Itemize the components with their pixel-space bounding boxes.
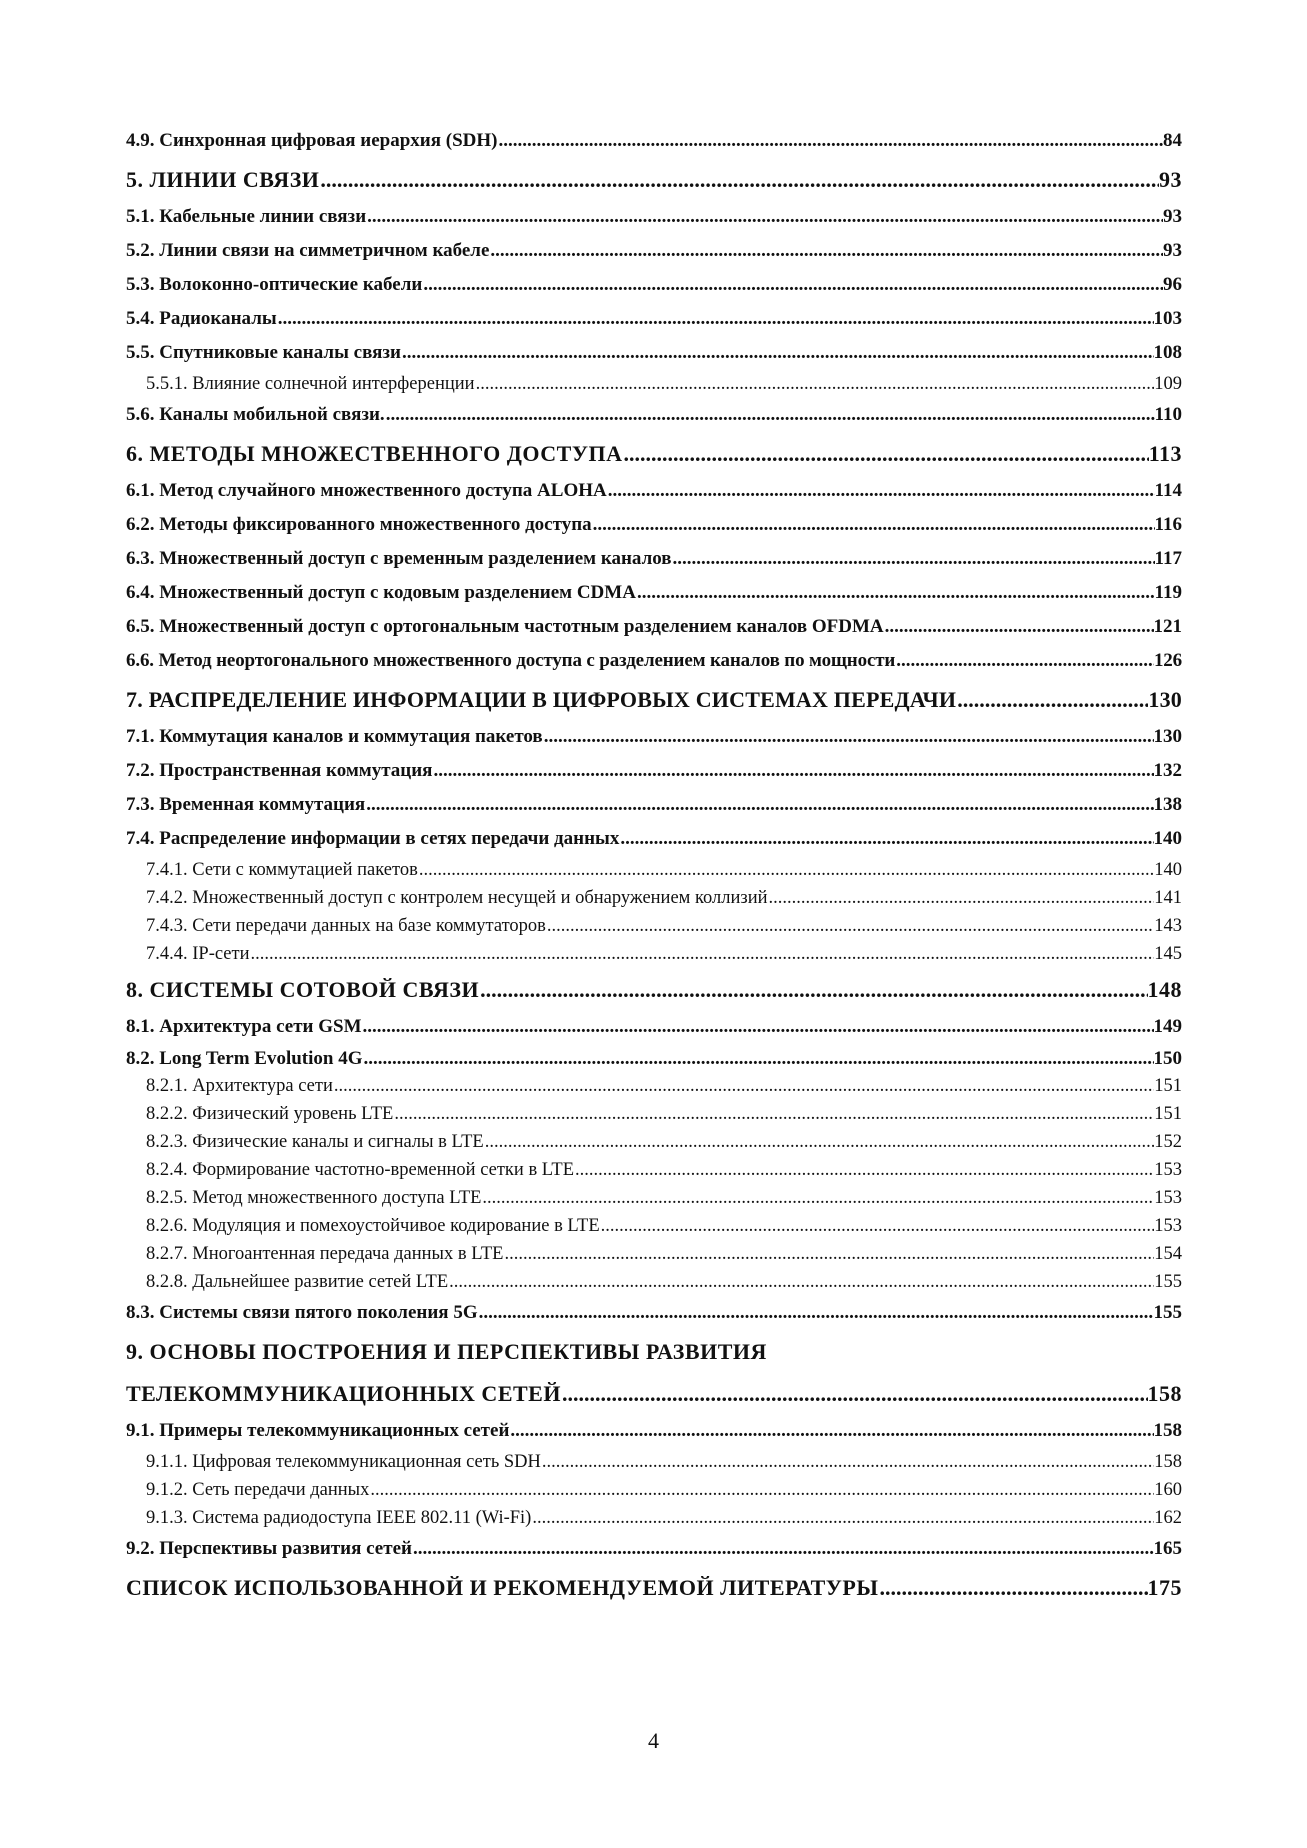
- toc-leader-dots: [277, 302, 1154, 336]
- toc-entry-title: 8.1. Архитектура сети GSM: [126, 1016, 362, 1037]
- toc-leader-dots: [531, 1504, 1154, 1532]
- toc-leader-dots: [479, 968, 1147, 1012]
- toc-leader-dots: [475, 370, 1155, 398]
- toc-leader-dots: [884, 610, 1154, 644]
- toc-entry-page: 141: [1154, 888, 1182, 908]
- table-of-contents: [126, 124, 1182, 1608]
- toc-entry-title: 7.3. Временная коммутация: [126, 794, 366, 815]
- toc-entry-page: 165: [1153, 1538, 1182, 1559]
- toc-entry-title: 8.2.2. Физический уровень LTE: [146, 1104, 394, 1124]
- toc-entry-5-2[interactable]: [126, 234, 1182, 268]
- toc-entry-page: 140: [1153, 828, 1182, 849]
- toc-entry-page: 114: [1154, 480, 1182, 501]
- toc-leader-dots: [422, 268, 1163, 302]
- toc-entry-page: 121: [1153, 616, 1182, 637]
- toc-leader-dots: [574, 1156, 1154, 1184]
- toc-entry-8-2-2[interactable]: [126, 1100, 1182, 1128]
- toc-leader-dots: [509, 1414, 1153, 1448]
- toc-entry-title: 8.2.3. Физические каналы и сигналы в LTE: [146, 1132, 484, 1152]
- toc-entry-8-2-8[interactable]: [126, 1268, 1182, 1296]
- toc-leader-dots: [418, 856, 1154, 884]
- toc-entry-title: 9.1.2. Сеть передачи данных: [146, 1480, 370, 1500]
- toc-leader-dots: [956, 678, 1148, 722]
- toc-entry-title: 8.3. Системы связи пятого поколения 5G: [126, 1302, 478, 1323]
- toc-leader-dots: [541, 1448, 1154, 1476]
- toc-entry-title: 5.6. Каналы мобильной связи.: [126, 404, 385, 425]
- toc-entry-5-1[interactable]: [126, 200, 1182, 234]
- toc-entry-page: 93: [1163, 240, 1182, 261]
- toc-leader-dots: [561, 1372, 1148, 1416]
- toc-leader-dots: [448, 1268, 1154, 1296]
- toc-leader-dots: [607, 474, 1155, 508]
- toc-entry-title: 5.3. Волоконно-оптические кабели: [126, 274, 423, 295]
- toc-entry-4-9[interactable]: [126, 124, 1182, 158]
- toc-entry-title: 9.1.1. Цифровая телекоммуникационная сеть SDH: [146, 1452, 541, 1472]
- toc-entry-page: 160: [1154, 1480, 1182, 1500]
- toc-entry-title: 7.2. Пространственная коммутация: [126, 760, 433, 781]
- toc-leader-dots: [481, 1184, 1154, 1212]
- toc-entry-page: 138: [1153, 794, 1182, 815]
- toc-entry-title: 9.1.3. Система радиодоступа IEEE 802.11 (Wi-Fi): [146, 1508, 532, 1528]
- toc-entry-title: 6. МЕТОДЫ МНОЖЕСТВЕННОГО ДОСТУПА: [126, 441, 623, 466]
- toc-entry-title: СПИСОК ИСПОЛЬЗОВАННОЙ И РЕКОМЕНДУЕМОЙ ЛИТЕРАТУРЫ: [126, 1575, 879, 1600]
- toc-entry-title: 7.4. Распределение информации в сетях передачи данных: [126, 828, 620, 849]
- toc-entry-page: 158: [1147, 1381, 1182, 1406]
- toc-entry-page: 110: [1154, 404, 1182, 425]
- toc-chapter-8[interactable]: [126, 968, 1182, 1010]
- toc-leader-dots: [619, 822, 1153, 856]
- toc-entry-page: 162: [1154, 1508, 1182, 1528]
- toc-entry-page: 103: [1153, 308, 1182, 329]
- toc-entry-6-4[interactable]: [126, 576, 1182, 610]
- toc-leader-dots: [366, 200, 1163, 234]
- toc-entry-page: 153: [1154, 1188, 1182, 1208]
- toc-leader-dots: [362, 1010, 1154, 1044]
- toc-chapter-7[interactable]: [126, 678, 1182, 720]
- toc-entry-title: 5.4. Радиоканалы: [126, 308, 277, 329]
- toc-entry-page: 132: [1153, 760, 1182, 781]
- toc-entry-title: 6.6. Метод неортогонального множественного доступа с разделением каналов по мощности: [126, 650, 896, 671]
- toc-chapter-9-line2[interactable]: [126, 1372, 1182, 1414]
- toc-entry-page: 153: [1154, 1216, 1182, 1236]
- toc-entry-page: 108: [1153, 342, 1182, 363]
- toc-leader-dots: [432, 754, 1153, 788]
- toc-entry-title: 8.2.8. Дальнейшее развитие сетей LTE: [146, 1272, 449, 1292]
- toc-leader-dots: [319, 158, 1159, 202]
- toc-entry-page: 152: [1154, 1132, 1182, 1152]
- toc-entry-page: 151: [1154, 1076, 1182, 1096]
- toc-entry-page: 93: [1163, 206, 1182, 227]
- toc-entry-title: 7.4.4. IP-сети: [146, 944, 250, 964]
- toc-leader-dots: [484, 1128, 1155, 1156]
- toc-entry-page: 84: [1163, 130, 1182, 151]
- toc-leader-dots: [592, 508, 1155, 542]
- toc-entry-8-1[interactable]: [126, 1010, 1182, 1044]
- toc-entry-title: 8.2.6. Модуляция и помехоустойчивое кодирование в LTE: [146, 1216, 600, 1236]
- toc-entry-title: 8.2.1. Архитектура сети: [146, 1076, 333, 1096]
- toc-leader-dots: [546, 912, 1154, 940]
- toc-leader-dots: [333, 1072, 1154, 1100]
- toc-entry-title: 5.5.1. Влияние солнечной интерференции: [146, 374, 475, 394]
- toc-entry-6-6[interactable]: [126, 644, 1182, 678]
- toc-leader-dots: [385, 398, 1155, 432]
- toc-entry-5-4[interactable]: [126, 302, 1182, 336]
- toc-entry-page: 151: [1154, 1104, 1182, 1124]
- toc-entry-page: 154: [1154, 1244, 1182, 1264]
- toc-entry-7-4-4[interactable]: [126, 940, 1182, 968]
- toc-entry-7-2[interactable]: [126, 754, 1182, 788]
- toc-entry-9-2[interactable]: [126, 1532, 1182, 1566]
- toc-entry-page: 158: [1153, 1420, 1182, 1441]
- toc-leader-dots: [600, 1212, 1155, 1240]
- toc-entry-title: 4.9. Синхронная цифровая иерархия (SDH): [126, 130, 498, 151]
- toc-entry-9-1[interactable]: [126, 1414, 1182, 1448]
- toc-entry-page: 116: [1154, 514, 1182, 535]
- toc-entry-8-2-1[interactable]: [126, 1072, 1182, 1100]
- toc-entry-9-1-3[interactable]: [126, 1504, 1182, 1532]
- toc-entry-page: 155: [1154, 1272, 1182, 1292]
- toc-entry-page: 140: [1154, 860, 1182, 880]
- toc-entry-title: 5. ЛИНИИ СВЯЗИ: [126, 167, 320, 192]
- toc-entry-7-3[interactable]: [126, 788, 1182, 822]
- toc-entry-title: 7.4.2. Множественный доступ с контролем несущей и обнаружением коллизий: [146, 888, 768, 908]
- toc-leader-dots: [393, 1100, 1154, 1128]
- toc-leader-dots: [622, 432, 1148, 476]
- toc-leader-dots: [250, 940, 1155, 968]
- toc-entry-page: 96: [1163, 274, 1182, 295]
- toc-entry-title: 9.1. Примеры телекоммуникационных сетей: [126, 1420, 510, 1441]
- toc-entry-page: 150: [1153, 1048, 1182, 1069]
- toc-chapter-9-line1[interactable]: [126, 1330, 1182, 1372]
- toc-entry-5-5-1[interactable]: [126, 370, 1182, 398]
- toc-entry-page: 117: [1154, 548, 1182, 569]
- toc-leader-dots: [489, 234, 1163, 268]
- toc-entry-page: 155: [1153, 1302, 1182, 1323]
- toc-entry-page: 130: [1148, 687, 1182, 712]
- toc-entry-5-6[interactable]: [126, 398, 1182, 432]
- toc-entry-6-2[interactable]: [126, 508, 1182, 542]
- toc-entry-title: 8.2.5. Метод множественного доступа LTE: [146, 1188, 482, 1208]
- toc-entry-page: 113: [1148, 441, 1182, 466]
- toc-leader-dots: [768, 884, 1155, 912]
- toc-entry-page: 109: [1154, 374, 1182, 394]
- toc-entry-title: 7.4.1. Сети с коммутацией пакетов: [146, 860, 418, 880]
- toc-entry-title: 9.2. Перспективы развития сетей: [126, 1538, 412, 1559]
- toc-entry-page: 148: [1147, 977, 1182, 1002]
- toc-leader-dots: [543, 720, 1154, 754]
- toc-entry-title: 5.1. Кабельные линии связи: [126, 206, 367, 227]
- page-number: 4: [648, 1728, 659, 1753]
- toc-entry-title: 8.2.7. Многоантенная передача данных в LTE: [146, 1244, 504, 1264]
- toc-leader-dots: [363, 1044, 1154, 1074]
- toc-entry-7-4-2[interactable]: [126, 884, 1182, 912]
- toc-entry-page: 158: [1154, 1452, 1182, 1472]
- toc-leader-dots: [401, 336, 1154, 370]
- toc-entry-title: 6.1. Метод случайного множественного доступа ALOHA: [126, 480, 607, 501]
- toc-entry-6-5[interactable]: [126, 610, 1182, 644]
- toc-entry-7-1[interactable]: [126, 720, 1182, 754]
- toc-chapter-6[interactable]: [126, 432, 1182, 474]
- toc-bibliography[interactable]: [126, 1566, 1182, 1608]
- toc-leader-dots: [498, 124, 1164, 158]
- toc-entry-page: 93: [1159, 167, 1182, 192]
- toc-entry-title: 6.2. Методы фиксированного множественного доступа: [126, 514, 592, 535]
- toc-leader-dots: [672, 542, 1155, 576]
- toc-entry-9-1-2[interactable]: [126, 1476, 1182, 1504]
- toc-chapter-5[interactable]: [126, 158, 1182, 200]
- toc-leader-dots: [878, 1566, 1147, 1610]
- toc-leader-dots: [369, 1476, 1154, 1504]
- toc-entry-page: 149: [1153, 1016, 1182, 1037]
- toc-entry-7-4-3[interactable]: [126, 912, 1182, 940]
- toc-entry-page: 153: [1154, 1160, 1182, 1180]
- toc-entry-9-1-1[interactable]: [126, 1448, 1182, 1476]
- toc-entry-page: 145: [1154, 944, 1182, 964]
- toc-entry-title: 8.2.4. Формирование частотно-временной сетки в LTE: [146, 1160, 575, 1180]
- toc-entry-title: 5.5. Спутниковые каналы связи: [126, 342, 401, 363]
- toc-entry-page: 130: [1153, 726, 1182, 747]
- toc-entry-title: 7.1. Коммутация каналов и коммутация пакетов: [126, 726, 543, 747]
- toc-entry-title: 9. ОСНОВЫ ПОСТРОЕНИЯ И ПЕРСПЕКТИВЫ РАЗВИТИЯ: [126, 1339, 767, 1364]
- toc-entry-8-2[interactable]: [126, 1044, 1182, 1072]
- toc-entry-8-2-7[interactable]: [126, 1240, 1182, 1268]
- toc-entry-title: ТЕЛЕКОММУНИКАЦИОННЫХ СЕТЕЙ: [126, 1381, 561, 1406]
- toc-leader-dots: [895, 644, 1154, 678]
- toc-leader-dots: [412, 1532, 1154, 1566]
- toc-entry-page: 119: [1154, 582, 1182, 603]
- toc-entry-6-1[interactable]: [126, 474, 1182, 508]
- toc-entry-8-3[interactable]: [126, 1296, 1182, 1330]
- toc-entry-title: 7.4.3. Сети передачи данных на базе коммутаторов: [146, 916, 546, 936]
- toc-entry-title: 8.2. Long Term Evolution 4G: [126, 1048, 363, 1069]
- toc-entry-title: 6.4. Множественный доступ с кодовым разделением CDMA: [126, 582, 636, 603]
- toc-entry-8-2-3[interactable]: [126, 1128, 1182, 1156]
- toc-leader-dots: [503, 1240, 1154, 1268]
- toc-entry-7-4-1[interactable]: [126, 856, 1182, 884]
- toc-entry-8-2-5[interactable]: [126, 1184, 1182, 1212]
- toc-entry-7-4[interactable]: [126, 822, 1182, 856]
- toc-leader-dots: [365, 788, 1153, 822]
- toc-entry-8-2-4[interactable]: [126, 1156, 1182, 1184]
- toc-entry-title: 5.2. Линии связи на симметричном кабеле: [126, 240, 490, 261]
- toc-entry-title: 7. РАСПРЕДЕЛЕНИЕ ИНФОРМАЦИИ В ЦИФРОВЫХ СИСТЕМАХ ПЕРЕДАЧИ: [126, 687, 957, 712]
- toc-entry-title: 8. СИСТЕМЫ СОТОВОЙ СВЯЗИ: [126, 977, 480, 1002]
- toc-entry-title: 6.3. Множественный доступ с временным разделением каналов: [126, 548, 672, 569]
- toc-entry-6-3[interactable]: [126, 542, 1182, 576]
- toc-entry-5-3[interactable]: [126, 268, 1182, 302]
- toc-entry-8-2-6[interactable]: [126, 1212, 1182, 1240]
- toc-entry-title: 6.5. Множественный доступ с ортогональным частотным разделением каналов OFDMA: [126, 616, 884, 637]
- toc-entry-page: 175: [1147, 1575, 1182, 1600]
- toc-entry-5-5[interactable]: [126, 336, 1182, 370]
- toc-entry-page: 143: [1154, 916, 1182, 936]
- toc-leader-dots: [478, 1296, 1154, 1330]
- toc-leader-dots: [636, 576, 1155, 610]
- toc-entry-page: 126: [1153, 650, 1182, 671]
